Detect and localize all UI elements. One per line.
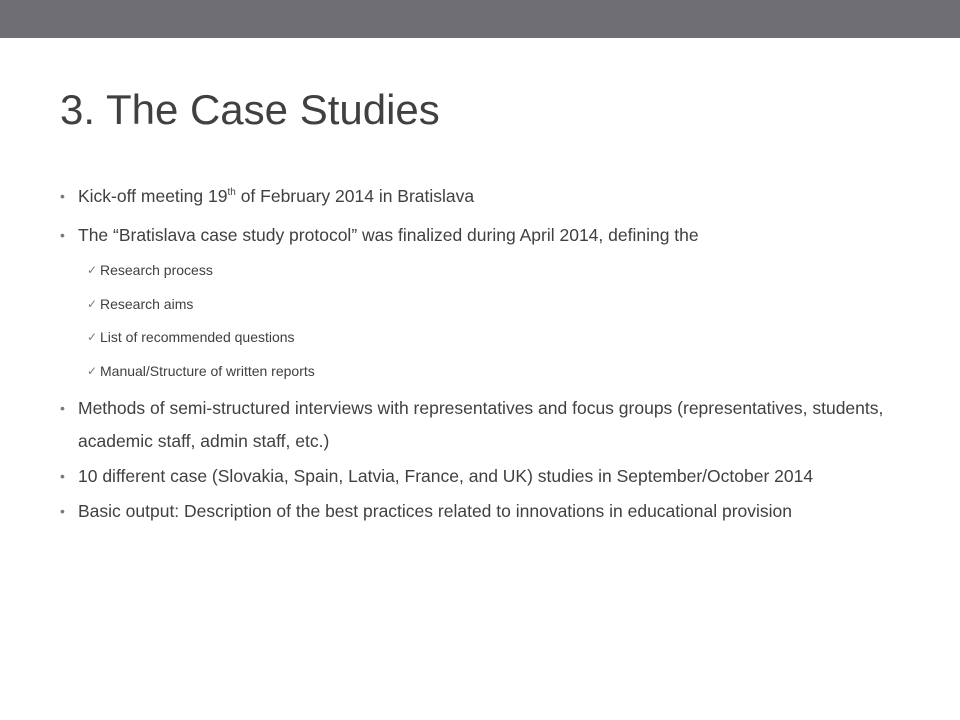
bullet-text: Methods of semi-structured interviews with representatives and focus groups (representatives, students, academic staff, admin staff, etc.) bbox=[78, 398, 884, 451]
sub-item-text: List of recommended questions bbox=[100, 329, 295, 345]
bullet-item bbox=[60, 495, 920, 528]
slide-content bbox=[60, 180, 920, 528]
slide-title: 3. The Case Studies bbox=[60, 86, 440, 133]
bullet-item bbox=[60, 219, 920, 252]
bullet-item bbox=[60, 460, 920, 493]
bullet-text: Kick-off meeting 19 bbox=[78, 186, 228, 206]
bullet-icon: • bbox=[60, 468, 65, 484]
bullet-item bbox=[60, 180, 920, 213]
bullet-text: The “Bratislava case study protocol” was finalized during April 2014, defining the bbox=[78, 225, 699, 245]
sub-item bbox=[87, 254, 920, 288]
bullet-icon: • bbox=[60, 400, 65, 416]
sub-list bbox=[87, 254, 920, 388]
ordinal-superscript: th bbox=[227, 187, 236, 199]
checkmark-icon: ✓ bbox=[87, 263, 98, 277]
bullet-icon: • bbox=[60, 188, 65, 204]
sub-item-text: Research process bbox=[100, 262, 213, 278]
sub-item-text: Manual/Structure of written reports bbox=[100, 362, 315, 379]
bullet-item bbox=[60, 392, 920, 458]
bullet-text: 10 different case (Slovakia, Spain, Latvia, France, and UK) studies in September/October 2014 bbox=[78, 466, 814, 486]
sub-item bbox=[87, 321, 920, 355]
sub-item bbox=[87, 355, 920, 389]
bullet-icon: • bbox=[60, 227, 65, 243]
bullet-text: Basic output: Description of the best practices related to innovations in educational provision bbox=[78, 501, 793, 521]
checkmark-icon: ✓ bbox=[87, 296, 98, 311]
sub-item-text: Research aims bbox=[100, 295, 194, 312]
bullet-text-continued: of February 2014 in Bratislava bbox=[235, 186, 475, 206]
checkmark-icon: ✓ bbox=[87, 330, 98, 344]
bullet-icon: • bbox=[60, 503, 65, 519]
sub-item bbox=[87, 288, 920, 322]
checkmark-icon: ✓ bbox=[87, 363, 98, 378]
top-bar bbox=[0, 0, 960, 38]
